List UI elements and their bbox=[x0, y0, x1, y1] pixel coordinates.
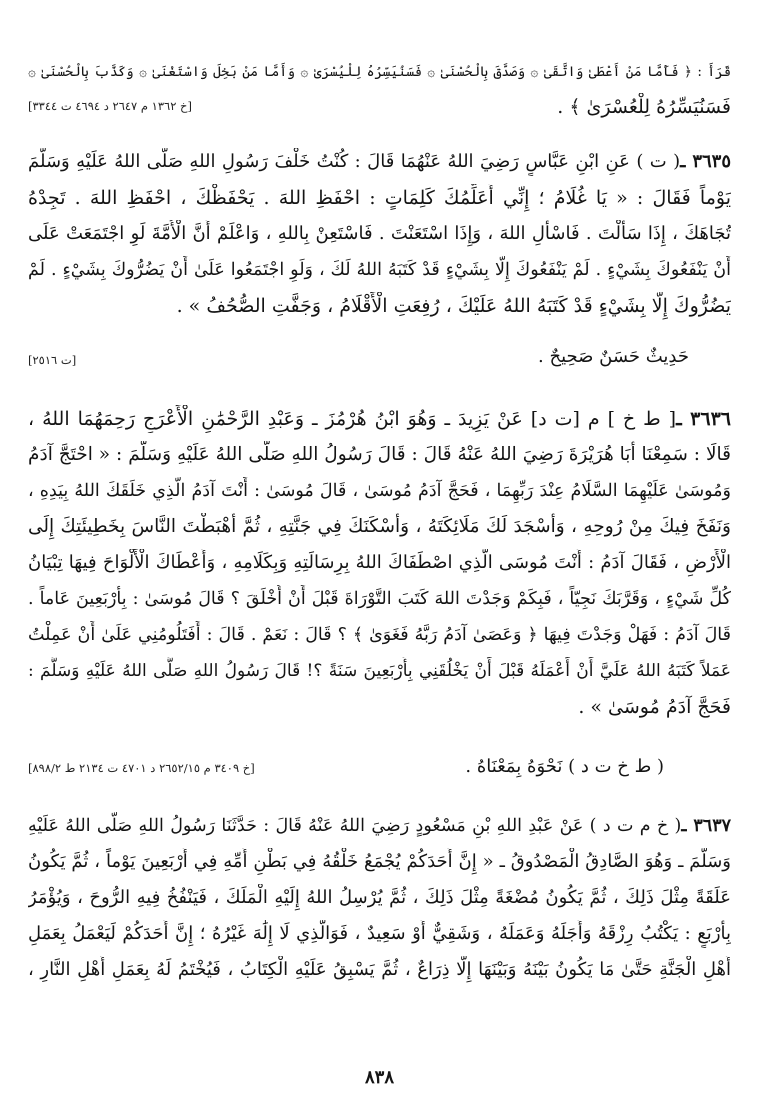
hadith-number: ٣٦٣٧ ـ bbox=[681, 816, 731, 836]
hadith-3637-line-3: عَلَقَةً مِثْلَ ذَلِكَ ، ثُمَّ يَكُونُ مُضْغَةً مِثْلَ ذَلِكَ ، ثُمَّ يُرْسِلُ اللهُ إِلَيْهِ الْمَلَكَ ، فَيَنْفُخُ فِيهِ الرُّوحَ ، وَيُؤْمَرُ bbox=[28, 887, 731, 908]
hadith-3636-line-5: الْأَرْضِ ، فَقَالَ آدَمُ : أَنْتَ مُوسَى الَّذِي اصْطَفَاكَ اللهُ بِرِسَالَتِهِ وَبِكَلَامِهِ ، وَأَعْطَاكَ الْأَلْوَاحَ فِيهَا تِبْيَانُ bbox=[28, 552, 731, 573]
hadith-3636-line-3: وَمُوسَىٰ عَلَيْهِمَا السَّلَامُ عِنْدَ رَبِّهِمَا ، فَحَجَّ آدَمُ مُوسَىٰ ، قَالَ مُوسَىٰ : أَنْتَ آدَمُ الَّذِي خَلَقَكَ اللهُ بِيَدِهِ ، bbox=[28, 481, 731, 501]
hadith-3636-line-8: عَمَلاً كَتَبَهُ اللهُ عَلَيَّ أَنْ أَعْمَلَهُ قَبْلَ أَنْ يَخْلُقَنِي بِأَرْبَعِينَ سَنَةً ؟! قَالَ رَسُولُ اللهِ صَلَّى اللهُ عَلَيْهِ وَسَلَّمَ : bbox=[28, 661, 731, 681]
verse-line-1: قَرَأَ : ﴿ فَأَمَّا مَنْ أَعْطَىٰ وَاتَّقَىٰ ۞ وَصَدَّقَ بِالْحُسْنَىٰ ۞ فَسَنُيَسِّرُهُ لِلْيُسْرَىٰ ۞ وَأَمَّا مَنْ بَخِلَ وَاسْتَغْنَىٰ ۞ وَكَذَّبَ بِالْحُسْنَىٰ ۞ bbox=[28, 64, 731, 80]
hadith-3636-line-2: قَالَا : سَمِعْنَا أَبَا هُرَيْرَةَ رَضِيَ اللهُ عَنْهُ قَالَ : قَالَ رَسُولُ اللهِ صَلَّى اللهُ عَلَيْهِ وَسَلَّمَ : « احْتَجَّ آدَمُ bbox=[28, 444, 731, 465]
hadith-reference: [ت ٢٥١٦] bbox=[28, 353, 77, 367]
hadith-3637-line-2: وَسَلَّمَ ـ وَهُوَ الصَّادِقُ الْمَصْدُوقُ ـ « إِنَّ أَحَدَكُمْ يُجْمَعُ خَلْقُهُ فِي بَطْنِ أُمِّهِ فِي أَرْبَعِينَ يَوْماً ، ثُمَّ يَكُونُ bbox=[28, 851, 731, 872]
hadith-3635-line-5: يَضُرُّوكَ إِلَّا بِشَيْءٍ قَدْ كَتَبَهُ اللهُ عَلَيْكَ ، رُفِعَتِ الْأَقْلَامُ ، وَجَفَّتِ الصُّحُفُ » . bbox=[176, 295, 731, 317]
hadith-3636-line-6: كُلِّ شَيْءٍ ، وَقَرَّبَكَ نَجِيّاً ، فَبِكَمْ وَجَدْتَ اللهَ كَتَبَ التَّوْرَاةَ قَبْلَ أَنْ أُخْلَقَ ؟ قَالَ مُوسَىٰ : بِأَرْبَعِينَ عَاماً . bbox=[28, 589, 731, 609]
hadith-3635-line-2: يَوْماً فَقَالَ : « يَا غُلَامُ ؛ إِنِّي أُعَلِّمُكَ كَلِمَاتٍ : احْفَظِ اللهَ . يَحْفَظْكَ ، احْفَظِ اللهَ . تَجِدْهُ bbox=[28, 187, 731, 209]
hadith-reference: [خ ٣٤٠٩ م ٢٦٥٢/١٥ د ٤٧٠١ ت ٢١٣٤ ط ٨٩٨/٢] bbox=[28, 761, 255, 775]
hadith-number: ٣٦٣٥ ـ bbox=[680, 151, 731, 172]
hadith-3636-line-9: فَحَجَّ آدَمُ مُوسَىٰ » . bbox=[578, 696, 731, 718]
hadith-3636-line-4: وَنَفَخَ فِيكَ مِنْ رُوحِهِ ، وَأَسْجَدَ لَكَ مَلَائِكَتَهُ ، وَأَسْكَنَكَ فِي جَنَّتِهِ ، ثُمَّ أَهْبَطْتَ النَّاسَ بِخَطِيئَتِكَ إِلَى bbox=[28, 516, 731, 537]
hadith-number: ٣٦٣٦ ـ bbox=[676, 408, 731, 430]
hadith-3635-line-1 bbox=[28, 148, 731, 176]
hadith-text: ( خ م ت د ) عَنْ عَبْدِ اللهِ بْنِ مَسْعُودٍ رَضِيَ اللهُ عَنْهُ قَالَ : حَدَّثَنَا رَسُولُ اللهِ صَلَّى اللهُ عَلَيْهِ bbox=[28, 816, 682, 836]
hadith-3637-line-5: أَهْلِ الْجَنَّةِ حَتَّىٰ مَا يَكُونُ بَيْنَهُ وَبَيْنَهَا إِلَّا ذِرَاعٌ ، ثُمَّ يَسْبِقُ عَلَيْهِ الْكِتَابُ ، فَيُخْتَمُ لَهُ بِعَمَلِ أَهْلِ النَّارِ ، bbox=[28, 959, 731, 980]
hadith-3637-line-1 bbox=[28, 812, 731, 840]
hadith-grade: ( ط خ ت د ) نَحْوَهُ بِمَعْنَاهُ . bbox=[465, 756, 664, 777]
hadith-reference: [خ ١٣٦٢ م ٢٦٤٧ د ٤٦٩٤ ت ٣٣٤٤] bbox=[28, 99, 192, 113]
hadith-3636-line-1 bbox=[28, 405, 731, 433]
hadith-grade: حَدِيثٌ حَسَنٌ صَحِيحٌ . bbox=[538, 346, 689, 367]
hadith-text: [ ط خ ] م [ت د] عَنْ يَزِيدَ ـ وَهُوَ ابْنُ هُرْمُزَ ـ وَعَبْدِ الرَّحْمَٰنِ الْأَعْرَجِ رَحِمَهُمَا اللهُ ، bbox=[28, 408, 677, 430]
hadith-3635-line-3: تُجَاهَكَ ، إِذَا سَأَلْتَ . فَاسْأَلِ اللهَ ، وَإِذَا اسْتَعَنْتَ . فَاسْتَعِنْ بِاللهِ ، وَاعْلَمْ أَنَّ الْأُمَّةَ لَوِ اجْتَمَعَتْ عَلَى bbox=[28, 223, 731, 244]
hadith-3637-line-4: بِأَرْبَعٍ : يَكْتُبُ رِزْقَهُ وَأَجَلَهُ وَعَمَلَهُ ، وَشَقِيٌّ أَوْ سَعِيدٌ ، فَوَالَّذِي لَا إِلَٰهَ غَيْرُهُ ؛ إِنَّ أَحَدَكُمْ لَيَعْمَلُ بِعَمَلِ bbox=[28, 923, 731, 944]
verse-line-2: فَسَنُيَسِّرُهُ لِلْعُسْرَىٰ ﴾ . bbox=[557, 96, 731, 118]
page-number: ٨٣٨ bbox=[364, 1067, 394, 1088]
hadith-text: ( ت ) عَنِ ابْنِ عَبَّاسٍ رَضِيَ اللهُ عَنْهُمَا قَالَ : كُنْتُ خَلْفَ رَسُولِ اللهِ صَلَّى اللهُ عَلَيْهِ وَسَلَّمَ bbox=[28, 151, 681, 172]
hadith-3636-line-7: قَالَ آدَمُ : فَهَلْ وَجَدْتَ فِيهَا ﴿ وَعَصَىٰ آدَمُ رَبَّهُ فَغَوَىٰ ﴾ ؟ قَالَ : نَعَمْ . قَالَ : أَفَتَلُومُنِي عَلَىٰ أَنْ عَمِلْتُ bbox=[28, 625, 731, 645]
hadith-3635-line-4: أَنْ يَنْفَعُوكَ بِشَيْءٍ . لَمْ يَنْفَعُوكَ إِلَّا بِشَيْءٍ قَدْ كَتَبَهُ اللهُ لَكَ ، وَلَوِ اجْتَمَعُوا عَلَىٰ أَنْ يَضُرُّوكَ بِشَيْءٍ . لَمْ bbox=[28, 260, 731, 280]
